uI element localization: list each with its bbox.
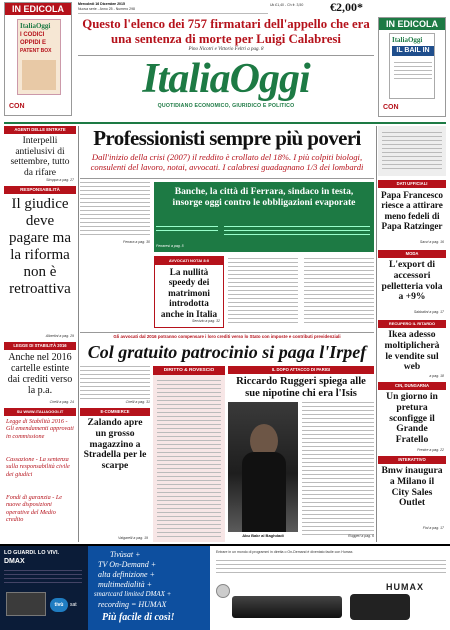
ad-line-5: smartcard limited DMAX + xyxy=(94,590,172,598)
left-edicola-title: IN EDICOLA xyxy=(5,3,71,15)
main-headline[interactable]: Professionisti sempre più poveri xyxy=(93,126,361,150)
photo-caption: Abu Bakr al Baghdadi xyxy=(242,533,284,538)
right-label-5: INTERATTIVO xyxy=(378,456,446,464)
humax-logo: HUMAX xyxy=(386,582,424,592)
ad-line-6: recording = HUMAX xyxy=(98,600,167,609)
ad-left-title: LO GUARDI. LO VIVI. xyxy=(4,550,60,556)
right-title-3[interactable]: Ikea adesso moltiplicherà le vendite sul web xyxy=(384,329,440,373)
right-label-4: CIN, DUNGARNA xyxy=(378,382,446,390)
left-web-item-3[interactable]: Fondi di garanzia - Le nuove disposizioni operative del Medio credito xyxy=(6,494,63,524)
baghdadi-photo xyxy=(228,402,298,532)
ad-text: Entrare in un mondo di programmi in diretta o On-Demand è diventato facile con Humax. xyxy=(216,550,354,554)
left-edicola-box[interactable] xyxy=(4,2,72,116)
ad-left-panel xyxy=(0,546,88,630)
right-title-2[interactable]: L'export di accessori pelletteria vola a +9% xyxy=(381,259,443,303)
banche-title: Banche, la città di Ferrara, sindaco in testa, insorge oggi contro le obbligazioni evaporate xyxy=(172,186,356,208)
left-cover-line3: PATENT BOX xyxy=(20,48,52,54)
banche-box[interactable] xyxy=(154,182,374,252)
ad-line-2: TV On-Demand + xyxy=(98,560,157,569)
ad-line-1: Tivùsat + xyxy=(110,550,141,559)
ad-line-4: multimedialità + xyxy=(98,580,153,589)
right-cover-brand: ItaliaOggi xyxy=(392,36,423,44)
left-ref-1: Stroppa a pag. 27 xyxy=(46,178,74,182)
main-article-text xyxy=(80,182,150,238)
left-label-3: LEGGE DI STABILITÀ 2016 xyxy=(4,342,76,350)
avvocati-label: AVVOCATI NOTAI 8:0 xyxy=(155,257,223,265)
top-headline[interactable]: Questo l'elenco dei 757 firmatari dell'appello che era una sentenza di morte per Luigi Calabresi xyxy=(82,17,370,46)
right-edicola-caption: CON xyxy=(383,104,399,111)
left-title-2[interactable]: Il giudice deve pagare ma la riforma non è retroattiva xyxy=(8,196,72,297)
zalando-ref: Valgarelli a pag. 19 xyxy=(118,536,148,540)
ecommerce-label: E-COMMERCE xyxy=(80,408,150,416)
left-title-1[interactable]: Interpelli antielusivi di settembre, tutto da rifare xyxy=(10,136,70,178)
ad-receiver-image xyxy=(232,596,342,618)
right-ref-5: Fiol a pag. 17 xyxy=(422,526,444,530)
ad-blue-panel xyxy=(88,546,210,630)
right-edicola-box[interactable] xyxy=(378,17,446,117)
ad-banner[interactable] xyxy=(0,546,450,630)
diritto-box[interactable] xyxy=(153,366,225,542)
ad-tv-image xyxy=(6,592,46,616)
intervento-label: IL DOPO ATTACCO DI PARIGI xyxy=(228,366,374,374)
banche-ref: Ferraresi a pag. 5 xyxy=(156,244,184,248)
right-cover xyxy=(389,33,435,99)
price: €2,00* xyxy=(330,0,363,14)
info-issue: Nuova serie - Anno 25 - Numero 298 xyxy=(78,7,136,11)
right-title-5[interactable]: Bmw inaugura a Milano il City Sales Outlet xyxy=(381,465,443,509)
right-label-2: MODA xyxy=(378,250,446,258)
right-title-4[interactable]: Un giorno in pretura sconfigge il Grande Fratello xyxy=(386,391,438,446)
right-ref-3: a pag. 18 xyxy=(429,374,444,378)
right-ref-4: Prestre a pag. 22 xyxy=(417,448,444,452)
ad-left-brand: DMAX xyxy=(4,558,25,565)
main-subhead: Dall'inizio della crisi (2007) il reddito è crollato del 18%. I più colpiti biologi, consulenti del lavoro, notai, avvocati. I calabresi guadagnano 1/3 dei lombardi xyxy=(90,152,364,172)
left-cover-line1: I CODICI xyxy=(20,32,45,38)
left-label-1: AGENTI DELLE ENTRATE xyxy=(4,126,76,134)
right-label-1: DATI UFFICIALI xyxy=(378,180,446,188)
gratuito-kicker: Gli avvocati dal 2016 potranno compensare i loro crediti verso lo Stato con imposte e contributi previdenziali xyxy=(113,334,341,339)
top-byline: Pino Nicotri e Vittorio Feltri a pag. 8 xyxy=(188,47,264,52)
ruggeri-ref: Ruggeri a pag. 6 xyxy=(348,534,374,538)
left-label-2: RESPONSABILITÀ xyxy=(4,186,76,194)
right-ref-1: Savvi a pag. 16 xyxy=(419,240,444,244)
right-edicola-title: IN EDICOLA xyxy=(379,18,445,30)
info-date: Mercoledì 16 Dicembre 2015 xyxy=(78,2,125,6)
left-cover xyxy=(17,19,61,95)
header xyxy=(0,0,450,122)
left-edicola-caption: CON xyxy=(9,103,25,110)
avvocati-title: La nullità speedy dei matrimoni introdotta anche in Italia xyxy=(160,267,218,319)
diritto-label: DIRITTO & ROVESCIO xyxy=(153,366,225,375)
ad-line-7: Più facile di così! xyxy=(102,612,175,623)
ruggeri-title[interactable]: Riccardo Ruggeri spiega alle sue nipotine chi era l'Isis xyxy=(236,376,366,399)
zalando-title[interactable]: Zalando apre un grosso magazzino a Stradella per le scarpe xyxy=(83,417,147,472)
left-label-4[interactable]: SU WWW.ITALIAOGGI.IT xyxy=(4,408,76,416)
ad-sat-label: sat xyxy=(70,602,77,608)
gratuito-ref: Cirelli a pag. 31 xyxy=(125,400,150,404)
left-ref-2: Albertini a pag. 29 xyxy=(45,334,74,338)
avvocati-box[interactable] xyxy=(154,256,224,328)
main-ref: Ferrara a pag. 30 xyxy=(122,240,150,244)
ad-badge-icon xyxy=(216,584,230,598)
left-web-item-2[interactable]: Cassazione - La sentenza sulla responsabilità civile dei giudici xyxy=(6,456,70,478)
left-ref-3: Cirelli a pag. 24 xyxy=(49,400,74,404)
left-column xyxy=(4,126,76,542)
avvocati-ref: Servizio a pag. 32 xyxy=(191,319,220,323)
right-label-3: RECUPERO IL RITARDO xyxy=(378,320,446,328)
right-title-1[interactable]: Papa Francesco riesce a attirare meno fedeli di Papa Ratzinger xyxy=(380,190,443,232)
masthead-logo[interactable]: ItaliaOggi xyxy=(142,56,310,102)
info-right: Uk £1,40 - Ch fr. 3,50 xyxy=(270,3,304,7)
left-web-item-1[interactable]: Legge di Stabilità 2016 - Gli emendamenti approvati in commissione xyxy=(6,418,74,440)
masthead-subtitle: QUOTIDIANO ECONOMICO, GIURIDICO E POLITICO xyxy=(157,103,295,109)
left-title-3[interactable]: Anche nel 2016 cartelle estinte dai crediti verso la p.a. xyxy=(7,352,73,396)
ad-line-3: alta definizione + xyxy=(98,570,155,579)
gratuito-title[interactable]: Col gratuito patrocinio si paga l'Irpef xyxy=(87,342,367,362)
left-cover-brand: ItaliaOggi xyxy=(20,22,51,30)
right-column xyxy=(378,180,446,542)
right-cover-line1: IL BAIL IN xyxy=(392,46,434,56)
ad-remote-image xyxy=(350,594,410,620)
ad-tivu-logo: tivù xyxy=(50,598,68,612)
right-ref-2: Sabbatini a pag. 17 xyxy=(413,310,444,314)
left-cover-line2: OPPIDI E xyxy=(20,40,47,46)
